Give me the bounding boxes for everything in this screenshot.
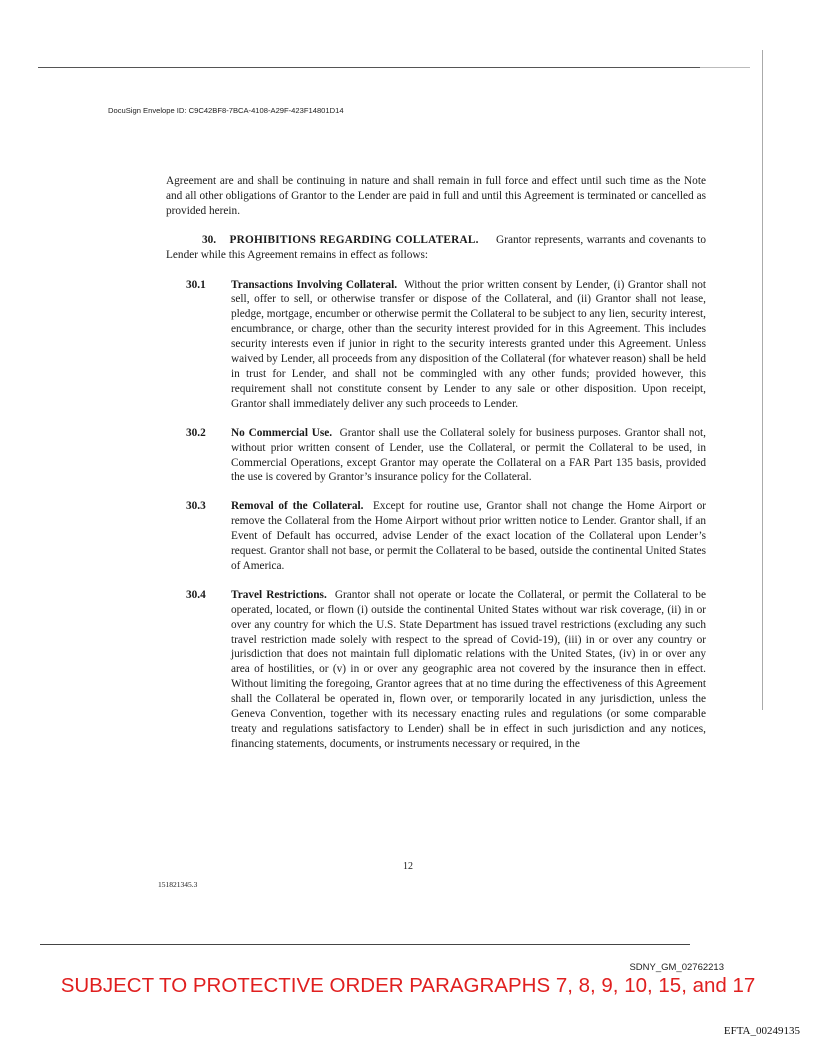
scan-top-rule (38, 67, 738, 68)
docusign-envelope-id: DocuSign Envelope ID: C9C42BF8-7BCA-4108-A29F-423F14801D14 (108, 106, 344, 115)
page-number: 12 (403, 861, 413, 872)
subsection-number: 30.3 (186, 500, 206, 513)
subsection-30-4 (186, 588, 706, 752)
subsection-number: 30.2 (186, 426, 206, 439)
subsection-text: Grantor shall not operate or locate the Collateral, or permit the Collateral to be operated, located, or flown (i) outside the continental United States without war risk coverage, (ii) in or over any country for which the U.S. State Department has issued travel restrictions (excluding any such travel restriction made solely with respect to the spread of Covid-19), (iii) in or over any country or jurisdiction that does not maintain full diplomatic relations with the United States, (iv) in or over any area of hostilities, or (v) in or over any geographic area not covered by the insurance then in effect. Without limiting the foregoing, Grantor agrees that at no time during the effectiveness of this Agreement shall the Collateral be operated in, flown over, or temporarily located in any jurisdiction, unless the Geneva Convention, together with its necessary enacting rules and regulations (or some comparable treaty and regulations satisfactory to Lender) shall be in effect in such jurisdiction and any notices, financing statements, documents, or instruments necessary or required, in the (231, 588, 706, 750)
subsection-heading: No Commercial Use. (231, 426, 333, 439)
subsection-text: Without the prior written consent by Lender, (i) Grantor shall not sell, offer to sell, or otherwise transfer or dispose of the Collateral, and (ii) Grantor shall not lease, pledge, mortgage, encumber or otherwise permit the Collateral to be subject to any lien, security interest, encumbrance, or charge, other than the security interest provided for in this Agreement. This includes security interests even if junior in right to the security interests granted under this Agreement. Unless waived by Lender, all proceeds from any disposition of the Collateral (for whatever reason) shall be held in trust for Lender, and shall not be commingled with any other funds; provided however, this requirement shall not constitute consent by Lender to any sale or other disposition. Upon receipt, Grantor shall immediately deliver any such proceeds to Lender. (231, 278, 706, 410)
subsection-30-1 (186, 278, 706, 412)
subsection-number: 30.1 (186, 278, 206, 291)
subsection-heading: Transactions Involving Collateral. (231, 278, 398, 291)
scan-right-edge (762, 50, 763, 710)
bates-number: SDNY_GM_02762213 (629, 962, 724, 973)
protective-order-banner: SUBJECT TO PROTECTIVE ORDER PARAGRAPHS 7, 8, 9, 10, 15, and 17 (60, 974, 756, 997)
subsection-text: Except for routine use, Grantor shall not change the Home Airport or remove the Collateral from the Home Airport without prior written notice to Lender. Grantor shall, if an Event of Default has occurred, advise Lender of the exact location of the Collateral upon Lender’s request. Grantor shall not base, or permit the Collateral to be based, outside the continental United States of America. (231, 500, 706, 572)
section-title: PROHIBITIONS REGARDING COLLATERAL. (229, 233, 479, 246)
section-number: 30. (202, 233, 217, 246)
subsection-heading: Removal of the Collateral. (231, 500, 364, 513)
subsection-30-2 (186, 426, 706, 486)
section-30 (166, 233, 706, 263)
subsection-30-3 (186, 499, 706, 574)
subsection-heading: Travel Restrictions. (231, 588, 327, 601)
scan-top-rule-faint (700, 67, 750, 68)
section-text: Grantor represents, warrants and covenants to Lender while this Agreement remains in effect as follows: (166, 233, 706, 261)
document-number: 151821345.3 (158, 880, 198, 889)
subsection-text: Grantor shall use the Collateral solely for business purposes. Grantor shall not, without prior written consent of Lender, use the Collateral, or permit the Collateral to be used, in Commercial Operations, except Grantor may operate the Collateral on a FAR Part 135 basis, provided the use is covered by Grantor’s insurance policy for the Collateral. (231, 426, 706, 484)
subsection-number: 30.4 (186, 588, 206, 601)
efta-number: EFTA_00249135 (723, 1025, 800, 1037)
scan-bottom-rule (40, 944, 690, 945)
document-body (166, 174, 706, 766)
intro-paragraph: Agreement are and shall be continuing in nature and shall remain in full force and effect until such time as the Note and all other obligations of Grantor to the Lender are paid in full and until this Agreement is terminated or cancelled as provided herein. (166, 175, 706, 217)
